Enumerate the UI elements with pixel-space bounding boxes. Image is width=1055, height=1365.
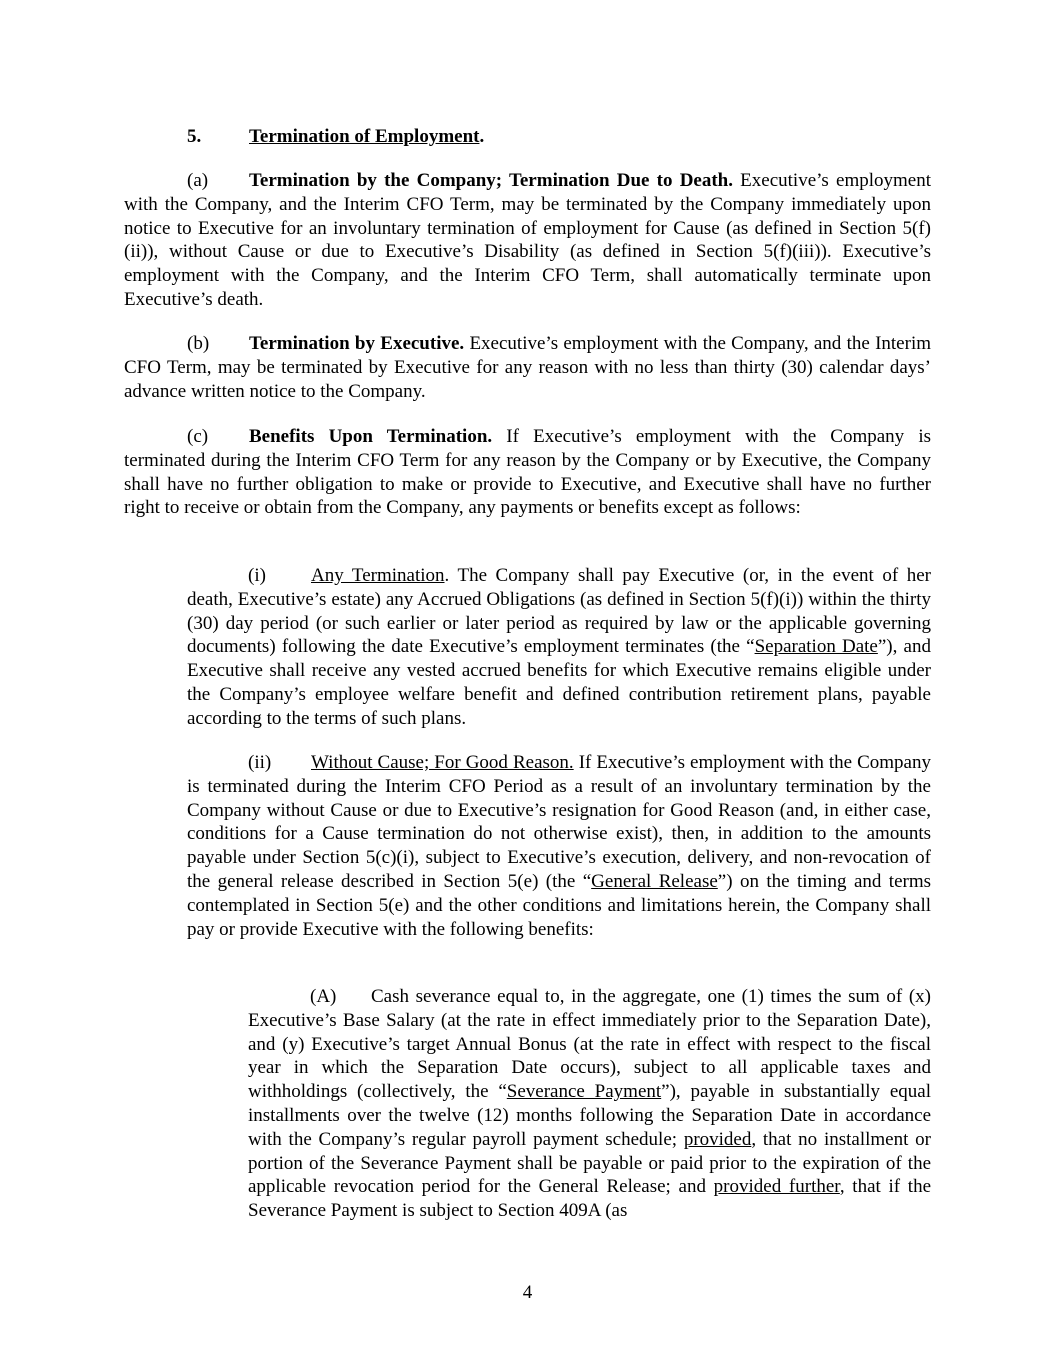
paragraph-b-text: Executive’s employment with the Company, and the Interim CFO Term, may be terminated by Executive for any reason with no less than thirty (30) calendar days’ advance written notice to the Company. <box>124 333 931 402</box>
clause-A-text-4: , that if the Severance Payment is subject to Section 409A (as <box>248 1176 931 1222</box>
paragraph-b <box>124 332 931 403</box>
paragraph-a-label: (a) <box>187 170 209 191</box>
paragraph-a-text: Executive’s employment with the Company, and the Interim CFO Term, may be terminated by the Company immediately upon notice to Executive for an involuntary termination of employment for Cause (as defined in Section 5(f)(ii)), without Cause or due to Executive’s Disability (as defined in Section 5(f)(iii)). Executive’s employment with the Company, and the Interim CFO Term, shall automatically terminate upon Executive’s death. <box>124 170 931 310</box>
defined-term-separation-date: Separation Date <box>754 636 878 658</box>
paragraph-c-label: (c) <box>187 426 209 447</box>
subparagraph-i-text-continued: ”), and Executive shall receive any vested accrued benefits for which Executive remains eligible under the Company’s employee welfare benefit and defined contribution retirement plans, payable according to the terms of such plans. <box>187 636 931 729</box>
subparagraph-ii-text: If Executive’s employment with the Company is terminated during the Interim CFO Period as a result of an involuntary termination by the Company without Cause or due to Executive’s resignation for Good Reason (and, in either case, conditions for a Cause termination do not otherwise exist), then, in addition to the amounts payable under Section 5(c)(i), subject to Executive’s execution, delivery, and non-revocation of the general release described in Section 5(e) (the “ <box>187 752 931 892</box>
proviso-provided-further: provided further <box>713 1176 840 1198</box>
section-number: 5. <box>187 126 202 147</box>
proviso-provided: provided <box>683 1128 752 1150</box>
section-title-period: . <box>479 126 485 147</box>
defined-term-severance-payment: Severance Payment <box>506 1081 662 1103</box>
subparagraph-ii-label: (ii) <box>248 752 272 773</box>
paragraph-b-label: (b) <box>187 333 210 354</box>
subparagraph-i <box>187 564 931 731</box>
subparagraph-i-label: (i) <box>248 565 266 586</box>
defined-term-general-release: General Release <box>591 870 718 892</box>
clause-A-text: Cash severance equal to, in the aggregate, one (1) times the sum of (x) Executive’s Base Salary (at the rate in effect immediately prior to the Separation Date), and (y) Executive’s target Annual Bonus (at the rate in effect with respect to the fiscal year in which the Separation Date occurs), subject to all applicable taxes and withholdings (collectively, the “ <box>248 986 931 1103</box>
paragraph-c <box>124 425 931 520</box>
paragraph-c-text: If Executive’s employment with the Company is terminated during the Interim CFO Term for any reason by the Company or by Executive, the Company shall have no further obligation to make or provide to Executive, and Executive shall have no further right to receive or obtain from the Company, any payments or benefits except as follows: <box>124 426 931 519</box>
section-heading <box>187 125 484 149</box>
clause-A-text-3: , that no installment or portion of the Severance Payment shall be payable or paid prior to the expiration of the applicable revocation period for the General Release; and <box>248 1128 931 1198</box>
subparagraph-ii-text-continued: ”) on the timing and terms contemplated in Section 5(e) and the other conditions and limitations herein, the Company shall pay or provide Executive with the following benefits: <box>187 870 932 940</box>
paragraph-c-title: Benefits Upon Termination. <box>249 426 493 447</box>
subparagraph-i-title: Any Termination <box>311 565 445 586</box>
subparagraph-ii-title: Without Cause; For Good Reason. <box>311 752 574 773</box>
clause-A <box>248 985 931 1223</box>
paragraph-a-title: Termination by the Company; Termination Due to Death. <box>249 170 733 191</box>
clause-A-text-2: ”), payable in substantially equal installments over the twelve (12) months following the Separation Date in accordance with the Company’s regular payroll payment schedule; <box>248 1081 931 1150</box>
clause-A-label: (A) <box>310 986 337 1007</box>
paragraph-b-title: Termination by Executive. <box>249 333 465 354</box>
subparagraph-i-text: . The Company shall pay Executive (or, in the event of her death, Executive’s estate) any Accrued Obligations (as defined in Section 5(f)(i)) within the thirty (30) day period (or such earlier or later period as required by law or the applicable governing documents) following the date Executive’s employment terminates (the “ <box>187 565 931 658</box>
page-number: 4 <box>522 1282 533 1303</box>
subparagraph-ii <box>187 751 931 941</box>
section-title: Termination of Employment <box>249 126 480 147</box>
paragraph-a <box>124 169 931 312</box>
